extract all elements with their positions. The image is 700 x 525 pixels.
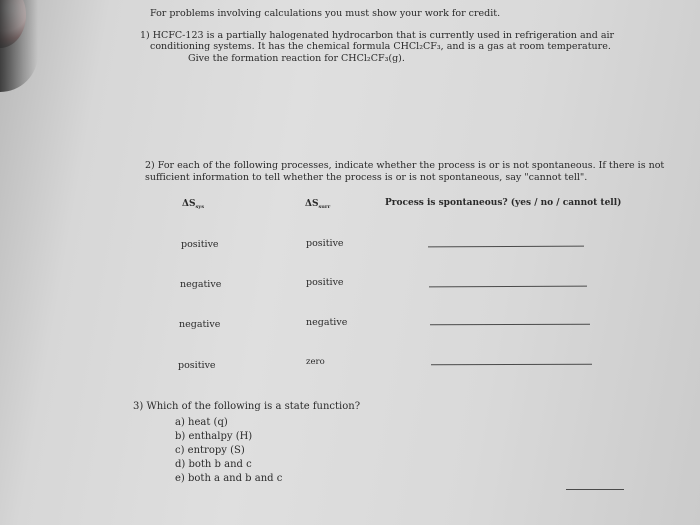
column-header-subscript: surr [318,204,331,210]
row-1-sys-value: positive [181,239,219,250]
question-1-line-2: conditioning systems. It has the chemical formula CHCl₂CF₃, and is a gas at room temperature. [150,41,611,52]
option-b: b) enthalpy (H) [175,431,253,442]
option-d: d) both b and c [175,459,252,470]
row-2-sys-value: negative [180,279,222,290]
column-header-spontaneous: Process is spontaneous? (yes / no / cannot tell) [385,198,622,208]
option-a: a) heat (q) [175,417,228,428]
column-header-symbol: ΔS [305,199,319,209]
question-3-text: 3) Which of the following is a state function? [133,401,361,412]
row-4-sys-value: positive [178,360,216,371]
instructions-text: For problems involving calculations you must show your work for credit. [150,8,501,19]
column-header-symbol: ΔS [182,199,196,209]
question-1-line-1: 1) HCFC-123 is a partially halogenated hydrocarbon that is currently used in refrigeration and air [140,30,615,41]
question-3-answer-blank[interactable] [566,489,624,490]
column-header-subscript: sys [195,204,205,210]
option-c: c) entropy (S) [175,445,245,456]
option-e: e) both a and b and c [175,473,283,484]
column-header-delta-s-surr [305,199,330,213]
row-3-surr-value: negative [306,317,348,328]
question-1-line-3: Give the formation reaction for CHCl₂CF₃(g). [188,53,405,64]
question-2-line-1: 2) For each of the following processes, indicate whether the process is or is not spontaneous. If there is not [145,160,665,171]
row-1-surr-value: positive [306,238,344,249]
question-2-line-2: sufficient information to tell whether the process is or is not spontaneous, say "cannot tell". [145,172,588,183]
row-2-surr-value: positive [306,277,344,288]
row-4-surr-value: zero [306,357,325,367]
column-header-delta-s-sys [182,199,204,213]
row-3-sys-value: negative [179,319,221,330]
